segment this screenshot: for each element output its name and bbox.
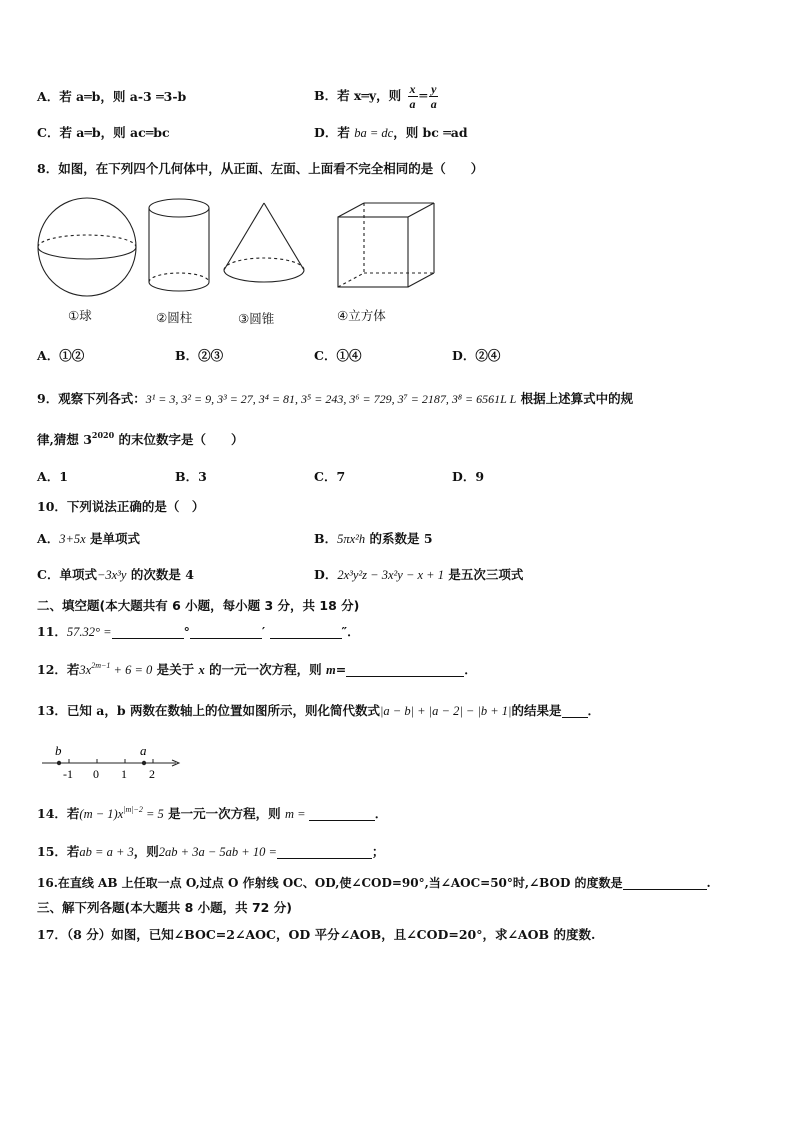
- q9-line2-prefix: 律,猜想 3: [37, 432, 92, 447]
- q9-stem-prefix: 9．观察下列各式：: [37, 391, 146, 406]
- q15-answer-blank[interactable]: [277, 845, 372, 859]
- q13-answer-blank[interactable]: [562, 704, 588, 718]
- q9-powers: 3¹ = 3, 3² = 9, 3³ = 27, 3⁴ = 81, 3⁵ = 243, 3⁶ = 729, 3⁷ = 2187, 3⁸ = 6561L L: [145, 392, 517, 406]
- q12-answer-blank[interactable]: [346, 663, 464, 677]
- q11-number: 11．: [37, 624, 67, 639]
- q11-blank-seconds[interactable]: [270, 625, 342, 639]
- q9-stem-suffix: 根据上述算式中的规: [516, 391, 634, 406]
- numerator-y: y: [431, 82, 437, 96]
- sphere-outline: [38, 198, 136, 296]
- q13-stem: [37, 702, 600, 720]
- q13-stem-prefix: 13．已知 a，b 两数在数轴上的位置如图所示，则化简代数式: [37, 703, 380, 718]
- q16-text: 16.在直线 AB 上任取一点 O,过点 O 作射线 OC、OD,使∠COD=90°,当∠AOC=50°时,∠BOD 的度数是: [37, 876, 623, 890]
- cylinder-top: [149, 199, 209, 217]
- q8-stem: 8．如图，在下列四个几何体中，从正面、左面、上面看不完全相同的是（ ）: [37, 161, 484, 176]
- q14-exponent: |m|−2: [123, 805, 143, 814]
- q10-d-expr: 2x³y²z − 3x²y − x + 1: [337, 568, 444, 582]
- q8-option-d: D．②④: [452, 348, 501, 363]
- q8-option-b: B．②③: [175, 348, 224, 363]
- q15-mid: ，则: [133, 844, 159, 859]
- q7-option-d-expr: ba = dc: [354, 126, 394, 140]
- q10-c-prefix: C．单项式: [37, 567, 97, 582]
- point-b: [57, 761, 61, 765]
- cube-edge-tl: [338, 203, 364, 217]
- q10-c-suffix: 的次数是 4: [126, 567, 194, 582]
- q10-b-prefix: B．: [314, 531, 338, 546]
- q14-answer-blank[interactable]: [309, 807, 375, 821]
- q9-option-c: C．7: [314, 469, 346, 484]
- q7-option-d-suffix: ，则 bc ═ad: [393, 125, 468, 140]
- point-a: [142, 761, 146, 765]
- q10-b-expr: 5πx²h: [337, 532, 366, 546]
- q11-blank-minutes[interactable]: [190, 625, 262, 639]
- q8-solids-svg: [30, 195, 450, 305]
- q11: [37, 623, 360, 641]
- fraction-y-over-a: [429, 82, 438, 111]
- cylinder-bottom-back: [149, 273, 209, 282]
- section-3-heading: 三、解下列各题(本大题共 8 小题，共 72 分): [37, 900, 292, 915]
- q16: [37, 874, 711, 892]
- q14-mid: 是一元一次方程，则: [163, 806, 285, 821]
- solid-label-cylinder: ②圆柱: [156, 310, 193, 325]
- q16-answer-blank[interactable]: [623, 876, 707, 890]
- solid-label-sphere: ①球: [68, 308, 92, 323]
- q10-b-suffix: 的系数是 5: [365, 531, 433, 546]
- q12-eq: =: [335, 662, 347, 677]
- tick-label-0: 0: [93, 767, 99, 781]
- q10-option-c: [37, 566, 194, 584]
- q7-option-d-prefix: D．若: [314, 125, 350, 140]
- q14: [37, 805, 387, 823]
- q16-end: .: [706, 876, 711, 890]
- q17-stem: 17．（8 分）如图，已知∠BOC=2∠AOC，OD 平分∠AOB，且∠COD=20°，求∠AOB 的度数.: [37, 927, 596, 942]
- q10-option-a: [37, 530, 140, 548]
- q12-prefix: 12．若: [37, 662, 80, 677]
- q15-prefix: 15．若: [37, 844, 80, 859]
- q12: [37, 661, 477, 679]
- q13-number-line: [40, 740, 185, 786]
- denominator-a: a: [409, 97, 416, 111]
- q12-var: x: [198, 663, 205, 677]
- q9-stem-line2: [37, 431, 244, 449]
- fraction-x-over-a: [408, 82, 418, 111]
- cube-front-face: [338, 217, 408, 287]
- q12-post: 的一元一次方程，则: [204, 662, 326, 677]
- q14-end: ．: [374, 806, 388, 821]
- q10-option-d: [314, 566, 523, 584]
- cube-edge-br: [408, 273, 434, 287]
- q14-prefix: 14．若: [37, 806, 80, 821]
- point-a-label: a: [140, 743, 147, 758]
- q8-solids-figure: [30, 195, 450, 309]
- solid-label-cone: ③圆锥: [238, 311, 275, 326]
- q10-a-expr: 3+5x: [59, 532, 86, 546]
- cube-edge-tr: [408, 203, 434, 217]
- q12-expr-exponent: 2m−1: [91, 661, 111, 670]
- q15-expr2: 2ab + 3a − 5ab + 10 =: [158, 845, 277, 859]
- tick-label-neg1: -1: [63, 767, 73, 781]
- q9-option-d: D．9: [452, 469, 485, 484]
- q8-option-c: C．①④: [314, 348, 362, 363]
- numerator-x: x: [409, 82, 416, 96]
- q7-option-d: [314, 124, 468, 142]
- q7-option-a: A．若 a═b，则 a-3 ═3-b: [37, 89, 187, 104]
- q11-degree-mark: °: [183, 624, 190, 639]
- cylinder-bottom-front: [149, 282, 209, 291]
- equals-sign: ═: [419, 88, 428, 103]
- q9-line2-suffix: 的末位数字是（ ）: [114, 432, 244, 447]
- q12-expr-rest: + 6 = 0: [110, 663, 153, 677]
- q12-end: ．: [464, 662, 477, 677]
- q14-rest: = 5: [142, 807, 164, 821]
- q11-minute-mark: ′: [261, 624, 266, 639]
- q12-expr-base: 3x: [79, 663, 92, 677]
- q10-option-b: [314, 530, 433, 548]
- q13-end: ．: [587, 703, 601, 718]
- q8-option-a: A．①②: [37, 348, 85, 363]
- q9-exponent: 2020: [91, 430, 115, 440]
- q7-option-b: [314, 82, 440, 111]
- cone-base-back: [224, 258, 304, 270]
- cone-left-edge: [224, 203, 264, 270]
- q9-stem: [37, 390, 633, 408]
- tick-label-2: 2: [149, 767, 155, 781]
- q7-option-c: C．若 a═b，则 ac═bc: [37, 125, 170, 140]
- denominator-a2: a: [430, 97, 437, 111]
- q14-expr: (m − 1)x: [79, 807, 124, 821]
- q11-blank-degrees[interactable]: [112, 625, 184, 639]
- q13-expr: |a − b| + |a − 2| − |b + 1|: [379, 704, 512, 718]
- q15-expr1: ab = a + 3: [79, 845, 134, 859]
- q14-m: m =: [284, 807, 309, 821]
- section-2-heading: 二、填空题(本大题共有 6 小题，每小题 3 分，共 18 分): [37, 598, 360, 613]
- q15-end: ；: [371, 844, 385, 859]
- q9-option-b: B．3: [175, 469, 207, 484]
- q12-mid: 是关于: [152, 662, 199, 677]
- q10-d-suffix: 是五次三项式: [444, 567, 524, 582]
- q10-a-suffix: 是单项式: [85, 531, 141, 546]
- q15: [37, 843, 384, 861]
- q12-m: m: [325, 663, 336, 677]
- solid-label-cube: ④立方体: [337, 308, 386, 323]
- q11-expr: 57.32° =: [66, 625, 112, 639]
- q7-option-b-prefix: B．若 x═y，则: [314, 88, 402, 103]
- q13-stem-suffix: 的结果是: [511, 703, 562, 718]
- cone-base-front: [224, 270, 304, 282]
- q10-d-prefix: D．: [314, 567, 338, 582]
- number-line-svg: [40, 740, 185, 782]
- tick-label-1: 1: [121, 767, 127, 781]
- sphere-equator-front: [38, 247, 136, 259]
- q10-stem: 10．下列说法正确的是（ ）: [37, 499, 205, 514]
- sphere-equator-back: [38, 235, 136, 247]
- cube-hidden-diagonal: [338, 273, 364, 287]
- q9-option-a: A．1: [37, 469, 68, 484]
- cone-right-edge: [264, 203, 304, 270]
- q10-a-prefix: A．: [37, 531, 60, 546]
- q10-c-expr: −3x³y: [96, 568, 127, 582]
- q11-second-mark: ″．: [341, 624, 360, 639]
- point-b-label: b: [55, 743, 62, 758]
